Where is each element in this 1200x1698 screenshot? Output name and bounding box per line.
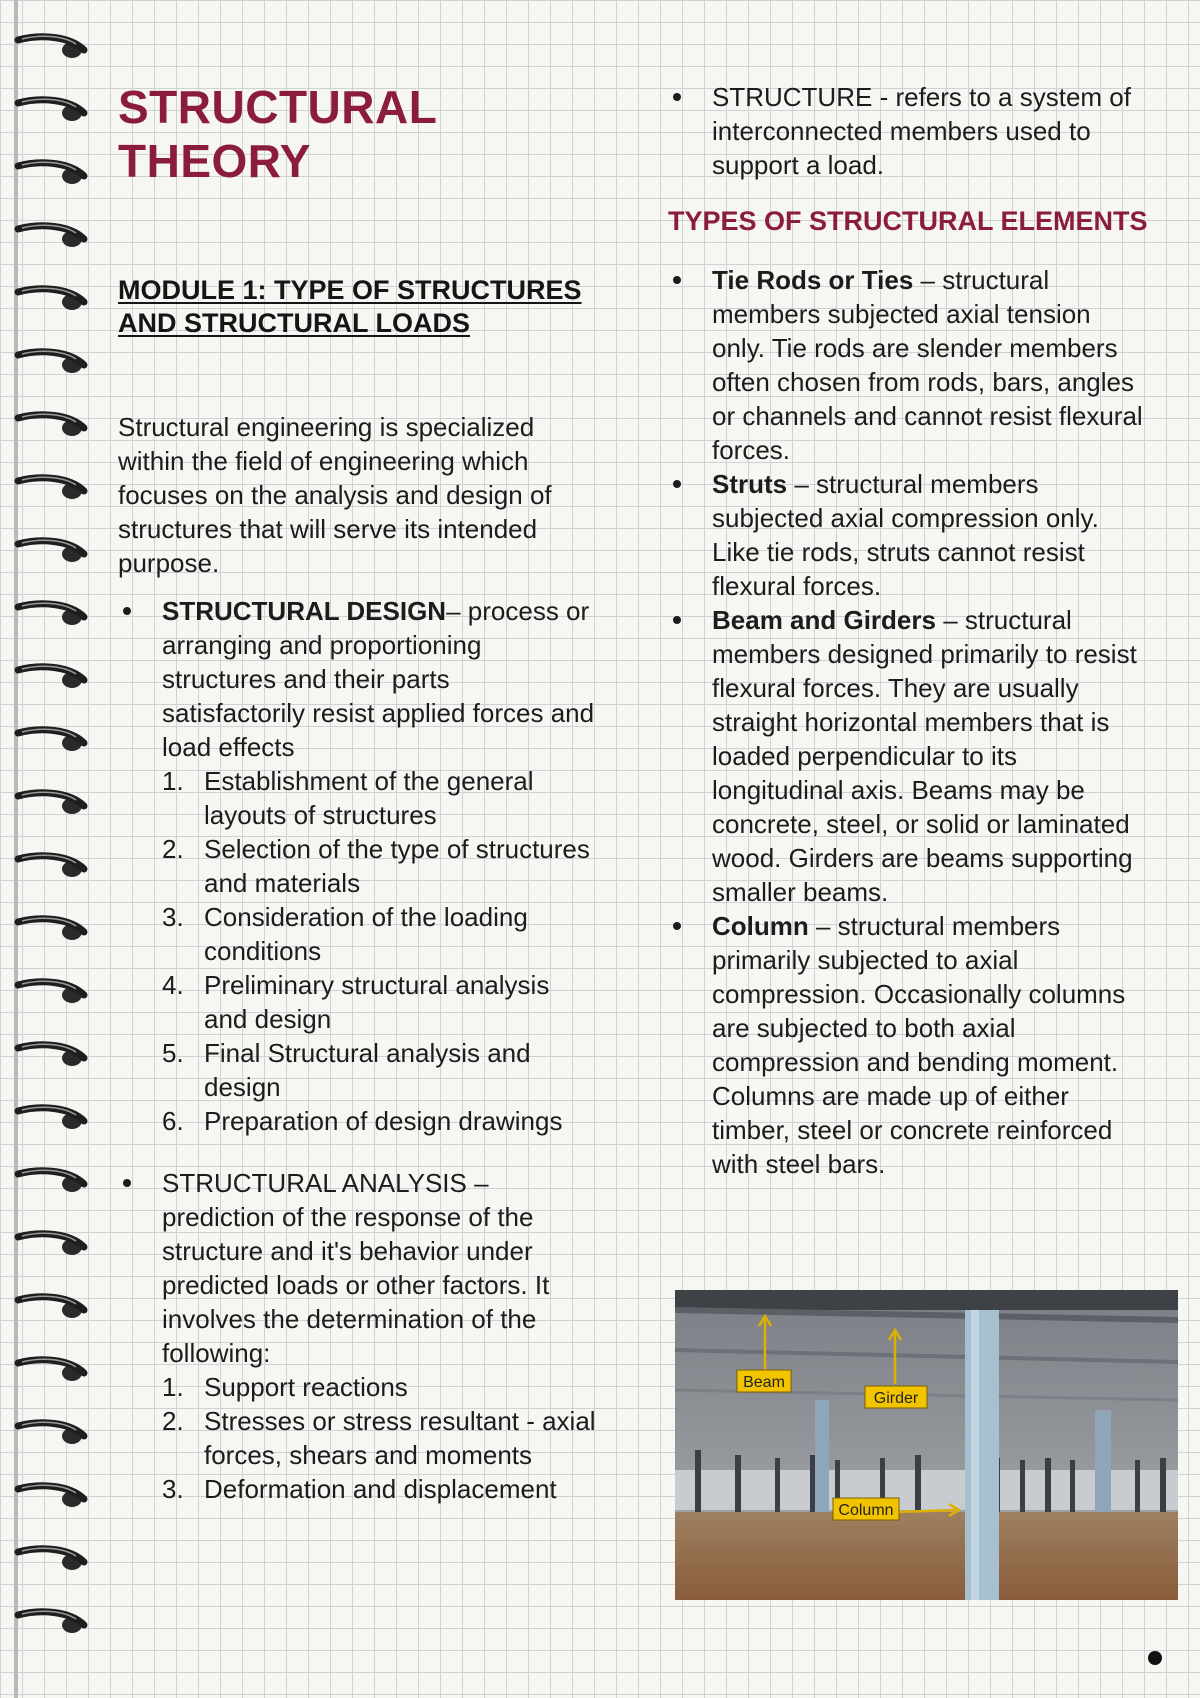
bullet-dot-icon — [673, 480, 681, 488]
types-heading: TYPES OF STRUCTURAL ELEMENTS — [668, 206, 1148, 236]
spiral-coil — [18, 288, 84, 310]
spiral-coil — [18, 981, 84, 1003]
spiral-coil — [18, 1233, 84, 1255]
list-item-number: 1. — [162, 766, 184, 796]
spiral-coil — [18, 351, 84, 373]
element-definition: – structural members designed primarily to resist flexural forces. They are usually straight horizontal members that is loaded perpendicular to its longitudinal axis. Beams may be concrete, steel, or solid or laminated wood. Girders are beams supporting smaller beams. — [712, 605, 1137, 907]
column-label-text: Column — [838, 1502, 894, 1519]
design-bullet-list — [118, 594, 598, 1138]
bullet-structural-analysis — [118, 1166, 598, 1506]
page-dot-mark — [1148, 1651, 1162, 1665]
bullet-dot-icon — [673, 93, 681, 101]
title-line-1: STRUCTURAL — [118, 81, 438, 133]
bullet-dot-icon — [673, 616, 681, 624]
element-term: Column — [712, 911, 809, 941]
list-item — [162, 1104, 598, 1138]
analysis-steps-list — [162, 1370, 598, 1506]
list-item-number: 6. — [162, 1106, 184, 1136]
spiral-coil — [18, 1296, 84, 1318]
analysis-bullet-list — [118, 1166, 598, 1506]
design-definition: – process or arranging and proportioning structures and their parts satisfactorily resist applied forces and load effects — [162, 596, 595, 762]
spiral-coil — [18, 666, 84, 688]
list-item-number: 2. — [162, 834, 184, 864]
list-item-number: 1. — [162, 1372, 184, 1402]
spiral-coil — [18, 1611, 84, 1633]
spiral-coil — [18, 855, 84, 877]
analysis-definition: prediction of the response of the structure and it's behavior under predicted loads or other factors. It involves the determination of the following: — [162, 1202, 550, 1368]
list-item-text: Consideration of the loading conditions — [204, 902, 528, 966]
list-item-number: 4. — [162, 970, 184, 1000]
list-item — [162, 900, 598, 968]
bullet-dot-icon — [673, 276, 681, 284]
element-item — [668, 467, 1148, 603]
element-term: Tie Rods or Ties — [712, 265, 914, 295]
design-steps-list — [162, 764, 598, 1138]
list-item — [162, 1370, 598, 1404]
list-item — [162, 1404, 598, 1472]
bullet-dot-icon — [123, 607, 131, 615]
list-item-number: 2. — [162, 1406, 184, 1436]
girder-label — [865, 1386, 927, 1408]
spiral-coil — [18, 918, 84, 940]
spiral-binding — [0, 0, 100, 1698]
spiral-coil — [18, 162, 84, 184]
module-heading: MODULE 1: TYPE OF STRUCTURES AND STRUCTURAL LOADS — [118, 275, 582, 338]
list-item — [162, 968, 598, 1036]
element-definition: – structural members subjected axial compression only. Like tie rods, struts cannot resist flexural forces. — [712, 469, 1099, 601]
beam-label-text: Beam — [743, 1374, 785, 1391]
list-item-text: Stresses or stress resultant - axial forces, shears and moments — [204, 1406, 596, 1470]
intro-paragraph: Structural engineering is specialized within the field of engineering which focuses on the analysis and design of structures that will serve its intended purpose. — [118, 412, 552, 578]
front-column — [965, 1310, 999, 1600]
list-item — [162, 764, 598, 832]
right-column — [668, 80, 1148, 1181]
list-item-number: 3. — [162, 902, 184, 932]
front-column-highlight — [971, 1310, 979, 1600]
bullet-dot-icon — [123, 1179, 131, 1187]
beam-label — [737, 1370, 791, 1392]
element-item — [668, 603, 1148, 909]
spiral-coil — [18, 729, 84, 751]
spiral-coil — [18, 1548, 84, 1570]
list-item-text: Selection of the type of structures and materials — [204, 834, 590, 898]
list-item-text: Deformation and displacement — [204, 1474, 557, 1504]
spiral-coil — [18, 1422, 84, 1444]
list-item-text: Establishment of the general layouts of structures — [204, 766, 534, 830]
spiral-coil — [18, 1485, 84, 1507]
element-term: Struts — [712, 469, 788, 499]
spiral-coil — [18, 477, 84, 499]
roof-beam-shadow — [675, 1290, 1178, 1310]
bullet-dot-icon — [673, 922, 681, 930]
list-item-text: Preparation of design drawings — [204, 1106, 563, 1136]
structure-definition-list — [668, 80, 1148, 182]
spiral-coil — [18, 414, 84, 436]
list-item — [162, 1472, 598, 1506]
paper-edge — [14, 0, 18, 1698]
column-label — [833, 1498, 899, 1520]
structure-term: STRUCTURE — [712, 82, 873, 112]
element-definition: – structural members subjected axial tension only. Tie rods are slender members often chosen from rods, bars, angles or channels and cannot resist flexural forces. — [712, 265, 1143, 465]
spiral-coil — [18, 540, 84, 562]
spiral-coil — [18, 1107, 84, 1129]
structural-elements-list — [668, 263, 1148, 1181]
spiral-coil — [18, 99, 84, 121]
girder-label-text: Girder — [873, 1390, 919, 1407]
spiral-coil — [18, 1359, 84, 1381]
element-item — [668, 263, 1148, 467]
list-item-text: Preliminary structural analysis and design — [204, 970, 550, 1034]
list-item — [162, 1036, 598, 1104]
spiral-coil — [18, 1044, 84, 1066]
spiral-coil — [18, 603, 84, 625]
spiral-coil — [18, 792, 84, 814]
element-term: Beam and Girders — [712, 605, 936, 635]
list-item-number: 5. — [162, 1038, 184, 1068]
title-line-2: THEORY — [118, 135, 311, 187]
page-title — [118, 80, 598, 188]
design-term: STRUCTURAL DESIGN — [162, 596, 447, 626]
element-definition: – structural members primarily subjected to axial compression. Occasionally columns are subjected to both axial compression and bending moment. Columns are made up of either timber, steel or concrete reinforced with steel bars. — [712, 911, 1126, 1179]
spiral-coil — [18, 36, 84, 58]
left-column — [118, 80, 598, 1506]
spiral-coil — [18, 1170, 84, 1192]
spiral-coil — [18, 225, 84, 247]
list-item-text: Support reactions — [204, 1372, 408, 1402]
structure-photo — [675, 1290, 1178, 1600]
structure-definition: - refers to a system of interconnected members used to support a load. — [712, 82, 1131, 180]
list-item — [162, 832, 598, 900]
element-item — [668, 909, 1148, 1181]
bullet-structural-design — [118, 594, 598, 1138]
list-item-number: 3. — [162, 1474, 184, 1504]
floor — [675, 1512, 1178, 1600]
bullet-structure — [668, 80, 1148, 182]
analysis-term: STRUCTURAL ANALYSIS – — [162, 1168, 489, 1198]
list-item-text: Final Structural analysis and design — [204, 1038, 531, 1102]
